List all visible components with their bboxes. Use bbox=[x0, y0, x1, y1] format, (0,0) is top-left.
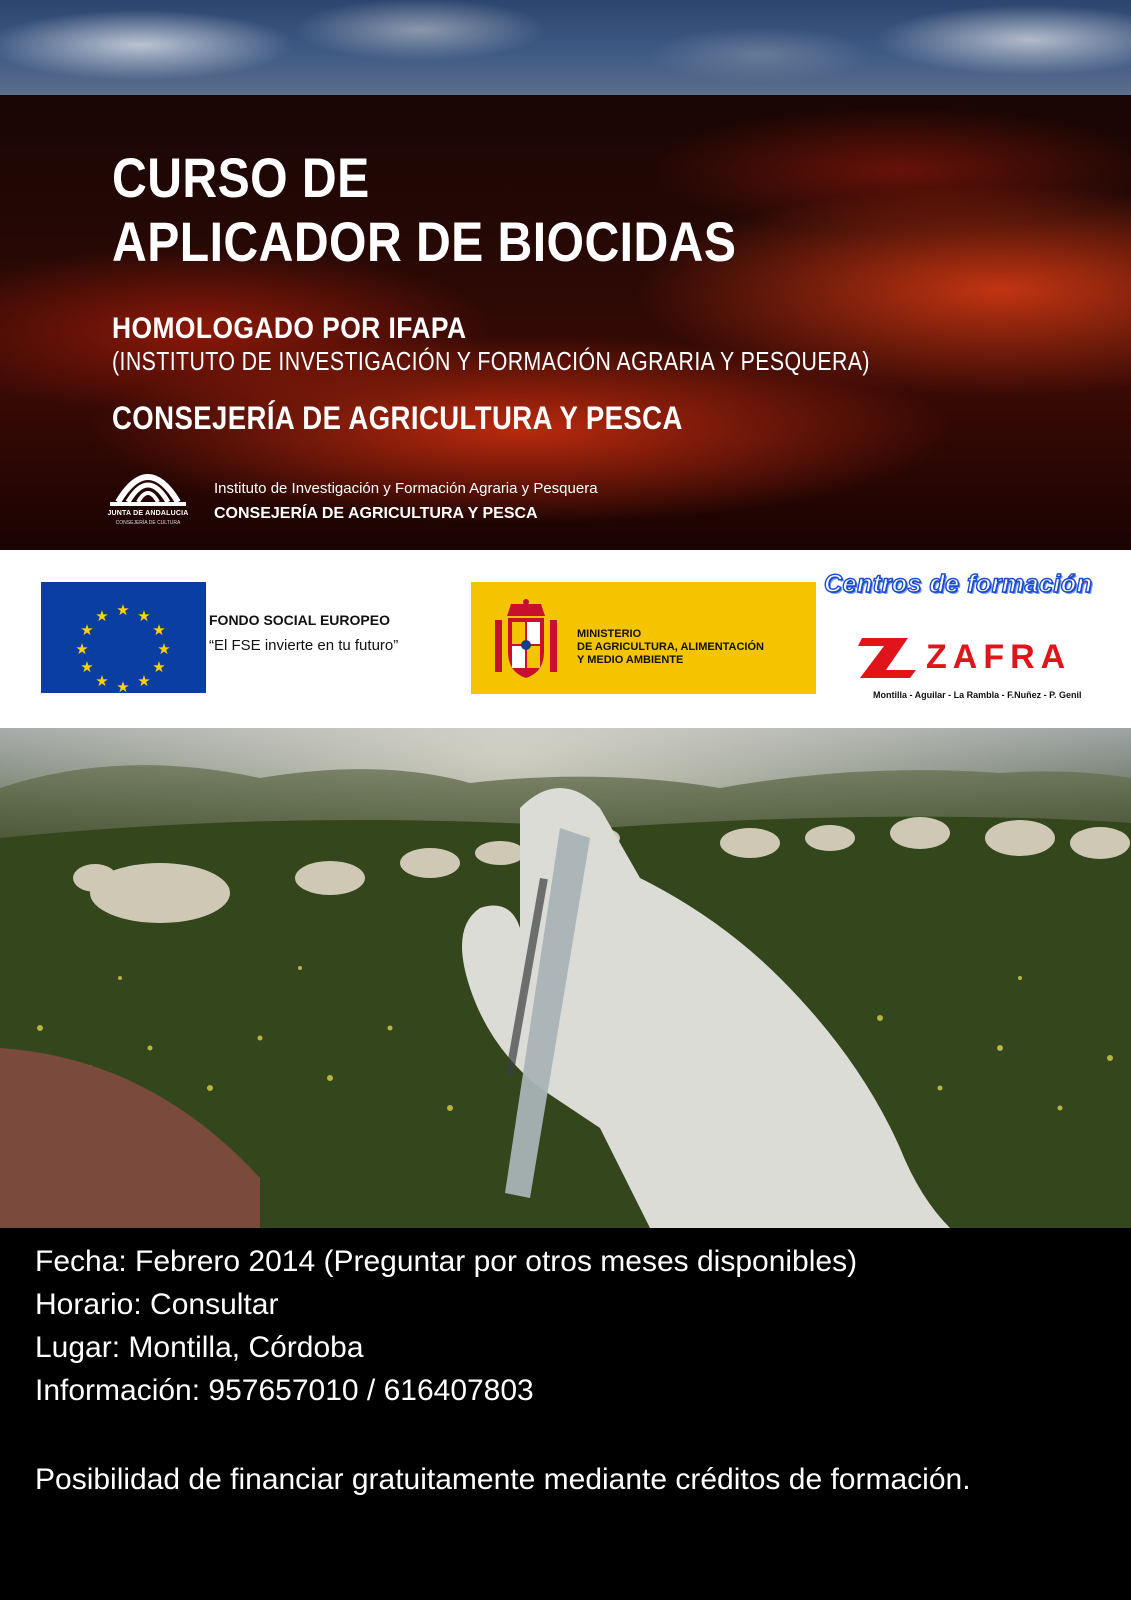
junta-arch-icon bbox=[100, 452, 196, 510]
fse-tagline: “El FSE invierte en tu futuro” bbox=[209, 637, 399, 654]
instituto-fullname: (INSTITUTO DE INVESTIGACIÓN Y FORMACIÓN AGRARIA Y PESQUERA) bbox=[112, 346, 870, 376]
sky-clouds bbox=[0, 0, 1131, 95]
horario-text: Horario: Consultar bbox=[35, 1288, 279, 1321]
eu-flag-icon bbox=[41, 582, 206, 693]
fecha-text: Fecha: Febrero 2014 (Preguntar por otros meses disponibles) bbox=[35, 1245, 858, 1278]
svg-text:★: ★ bbox=[95, 672, 109, 690]
ministerio-logo bbox=[471, 582, 816, 694]
svg-text:★: ★ bbox=[80, 658, 94, 676]
homologado-text: HOMOLOGADO POR IFAPA bbox=[112, 312, 467, 345]
ministerio-name bbox=[577, 628, 764, 667]
fse-title: FONDO SOCIAL EUROPEO bbox=[209, 612, 390, 628]
svg-text:★: ★ bbox=[116, 678, 130, 693]
svg-text:★: ★ bbox=[116, 601, 130, 619]
svg-text:★: ★ bbox=[80, 621, 94, 639]
zafra-locations: Montilla - Aguilar - La Rambla - F.Nuñez - P. Genil bbox=[873, 690, 1082, 700]
ifapa-logo-line1: Instituto de Investigación y Formación Agraria y Pesquera bbox=[214, 480, 598, 497]
hero-photo bbox=[0, 728, 1131, 1228]
informacion-text: Información: 957657010 / 616407803 bbox=[35, 1374, 534, 1407]
junta-sub: CONSEJERÍA DE CULTURA bbox=[115, 520, 181, 526]
junta-andalucia-logo bbox=[100, 452, 196, 530]
course-details bbox=[0, 1228, 1131, 1600]
hero-banner bbox=[0, 0, 1131, 550]
svg-text:★: ★ bbox=[137, 672, 151, 690]
sheep-field-illustration bbox=[0, 728, 1131, 1228]
ministerio-line1: MINISTERIO bbox=[577, 628, 642, 640]
svg-text:★: ★ bbox=[137, 607, 151, 625]
spain-coat-of-arms-icon bbox=[491, 598, 561, 682]
consejeria-text: CONSEJERÍA DE AGRICULTURA Y PESCA bbox=[112, 400, 683, 436]
svg-text:★: ★ bbox=[95, 607, 109, 625]
course-title-line2: APLICADOR DE BIOCIDAS bbox=[112, 210, 737, 273]
centros-formacion-title: Centros de formación bbox=[824, 570, 1093, 598]
ifapa-logo-line2: CONSEJERÍA DE AGRICULTURA Y PESCA bbox=[214, 505, 538, 522]
financiacion-text: Posibilidad de financiar gratuitamente mediante créditos de formación. bbox=[35, 1463, 971, 1496]
zafra-logo-text: ZAFRA bbox=[926, 638, 1072, 676]
ministerio-line2: DE AGRICULTURA, ALIMENTACIÓN bbox=[577, 641, 764, 653]
zafra-logo bbox=[856, 630, 1076, 680]
lugar-text: Lugar: Montilla, Córdoba bbox=[35, 1331, 364, 1364]
ministerio-line3: Y MEDIO AMBIENTE bbox=[577, 654, 684, 666]
svg-text:★: ★ bbox=[75, 640, 89, 658]
svg-text:★: ★ bbox=[157, 640, 171, 658]
sponsor-logos bbox=[0, 550, 1131, 728]
course-title-line1: CURSO DE bbox=[112, 146, 370, 209]
svg-text:★: ★ bbox=[152, 621, 166, 639]
junta-label: JUNTA DE ANDALUCIA bbox=[107, 510, 189, 517]
svg-text:★: ★ bbox=[152, 658, 166, 676]
